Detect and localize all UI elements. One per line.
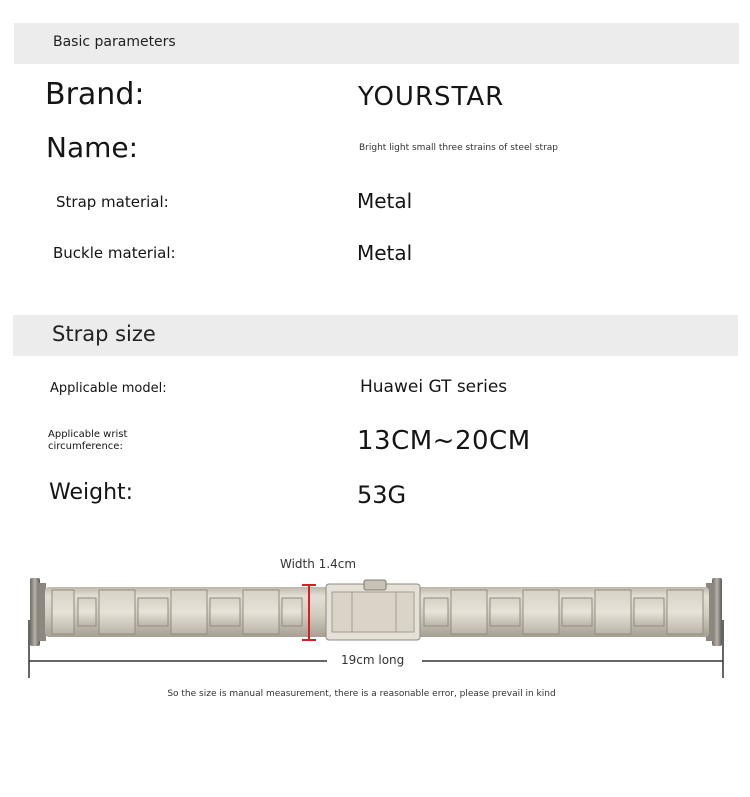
applicable-model-value: Huawei GT series — [360, 377, 508, 397]
left-end-piece — [30, 578, 46, 646]
name-label: Name: — [46, 131, 139, 164]
strap-size-title: Strap size — [52, 322, 156, 346]
wrist-circumference-label: Applicable wrist circumference: — [48, 429, 128, 452]
width-label: Width 1.4cm — [280, 557, 357, 571]
measurement-note: So the size is manual measurement, there is a reasonable error, please prevail in kind — [167, 689, 556, 699]
wrist-circumference-value: 13CM~20CM — [357, 426, 531, 456]
weight-label: Weight: — [49, 480, 134, 505]
applicable-model-label: Applicable model: — [50, 381, 167, 396]
length-label: 19cm long — [337, 653, 408, 667]
buckle-material-value: Metal — [357, 241, 413, 265]
brand-value: YOURSTAR — [358, 82, 505, 112]
weight-value: 53G — [357, 481, 407, 509]
basic-parameters-title: Basic parameters — [53, 34, 176, 50]
strap-material-value: Metal — [357, 189, 413, 213]
strap-clasp — [326, 580, 420, 640]
name-value: Bright light small three strains of steel strap — [359, 143, 559, 153]
brand-label: Brand: — [45, 77, 145, 112]
strap-material-label: Strap material: — [56, 193, 169, 211]
buckle-material-label: Buckle material: — [53, 244, 176, 262]
